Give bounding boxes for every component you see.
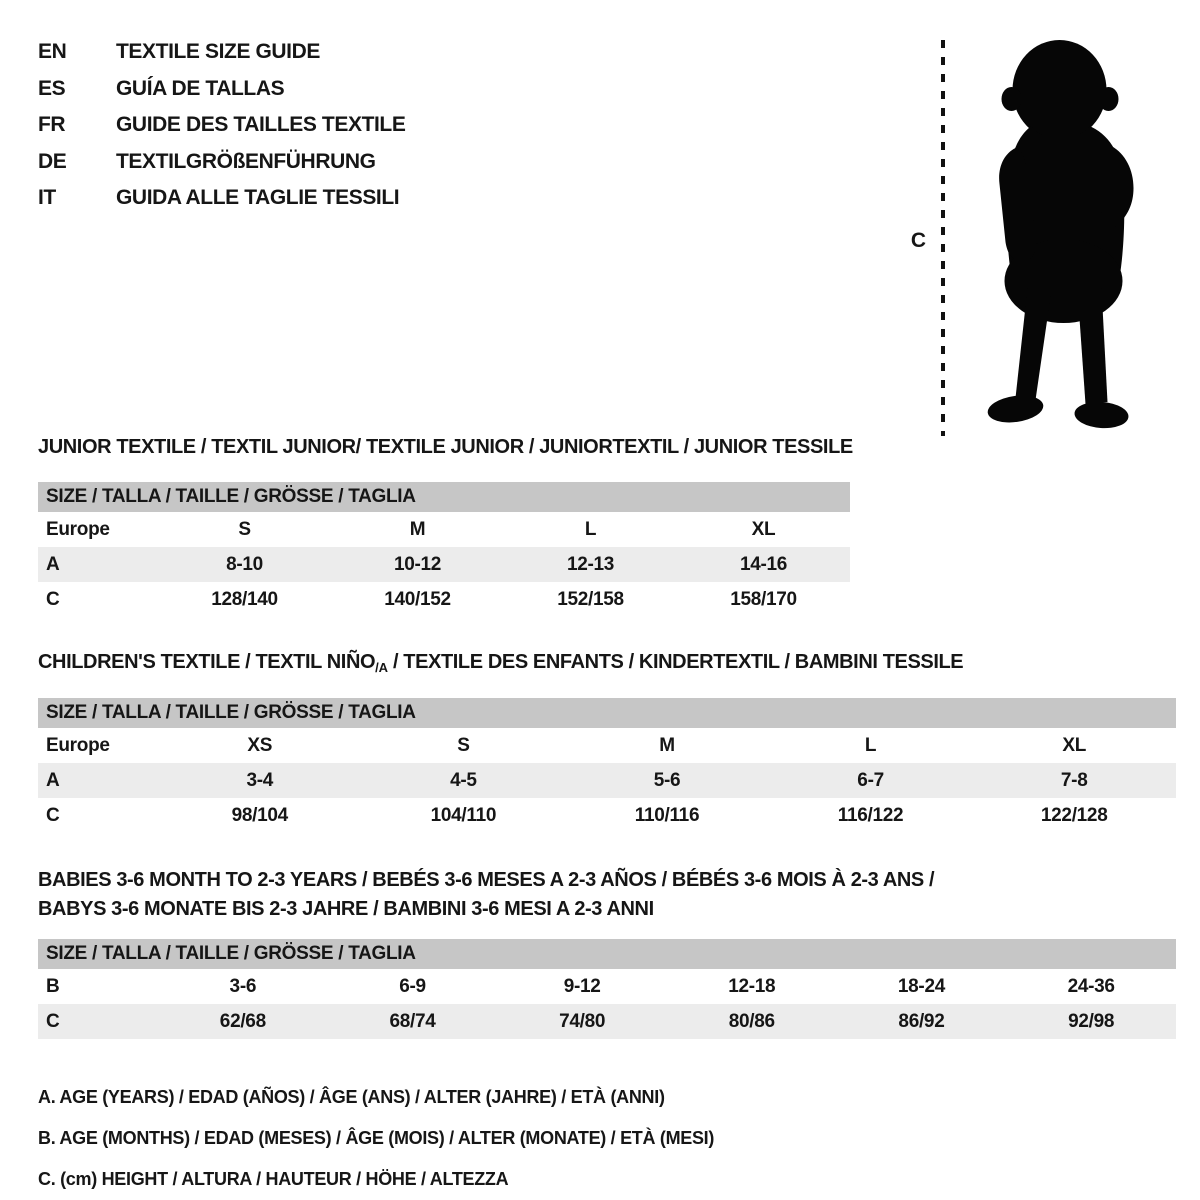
babies-size-table [38, 939, 1176, 1039]
cell: 10-12 [331, 547, 504, 582]
language-code: FR [38, 113, 66, 137]
cell: 104/110 [430, 804, 497, 826]
cell: 7-8 [972, 763, 1176, 798]
cell: S [457, 734, 470, 756]
cell: XL [1062, 734, 1087, 756]
section-title-prefix: CHILDREN'S TEXTILE / TEXTIL NIÑO [38, 651, 376, 673]
size-header-band [38, 482, 850, 512]
table-row [38, 512, 850, 547]
language-code: EN [38, 40, 67, 64]
cell: 122/128 [1040, 804, 1108, 826]
language-row [38, 107, 405, 144]
cell: L [864, 734, 877, 756]
section-junior-textile [38, 436, 1176, 617]
section-title-group [38, 866, 1176, 924]
section-babies-textile [38, 866, 1176, 1039]
row-label: C [46, 804, 60, 826]
language-row [38, 180, 405, 217]
cell: 14-16 [677, 547, 850, 582]
size-header-band [38, 939, 1176, 969]
language-list [38, 34, 405, 217]
cell: XS [247, 734, 273, 756]
cell: 6-7 [769, 763, 973, 798]
section-title-line1: BABIES 3-6 MONTH TO 2-3 YEARS / BEBÉS 3-6 MESES A 2-3 AÑOS / BÉBÉS 3-6 MOIS À 2-3 ANS / [38, 869, 935, 891]
row-label: B [46, 975, 60, 997]
section-title: JUNIOR TEXTILE / TEXTIL JUNIOR/ TEXTILE JUNIOR / JUNIORTEXTIL / JUNIOR TESSILE [38, 436, 853, 458]
footnote-b: B. AGE (MONTHS) / EDAD (MESES) / ÂGE (MOIS) / ALTER (MONATE) / ETÀ (MESI) [38, 1128, 715, 1148]
cell: 24-36 [1067, 975, 1115, 997]
section-title [38, 651, 1176, 679]
footnotes [38, 1077, 1176, 1200]
cell: 6-9 [399, 975, 426, 997]
cell: 8-10 [158, 547, 331, 582]
table-row [38, 582, 850, 617]
language-label: GUIDE DES TAILLES TEXTILE [116, 113, 406, 137]
cell: 98/104 [231, 804, 288, 826]
header [38, 26, 1176, 428]
language-label: TEXTILGRÖßENFÜHRUNG [116, 149, 376, 173]
language-row [38, 34, 405, 71]
language-label: TEXTILE SIZE GUIDE [116, 40, 320, 64]
height-dashed-line [940, 38, 946, 438]
table-row [38, 1004, 1176, 1039]
row-label: C [38, 1004, 158, 1039]
language-label: GUÍA DE TALLAS [116, 76, 285, 100]
children-size-table [38, 698, 1176, 833]
cell: 68/74 [328, 1004, 498, 1039]
row-label: Europe [46, 734, 110, 756]
cell: 116/122 [837, 804, 904, 826]
cell: 62/68 [158, 1004, 328, 1039]
table-row [38, 547, 850, 582]
row-label: A [38, 763, 158, 798]
cell: 3-4 [158, 763, 362, 798]
cell: 4-5 [362, 763, 566, 798]
cell: M [409, 518, 426, 540]
language-label: GUIDA ALLE TAGLIE TESSILI [116, 186, 400, 210]
cell: 140/152 [384, 588, 451, 610]
baby-silhouette [968, 38, 1146, 438]
row-label: Europe [46, 518, 110, 540]
language-code: DE [38, 149, 67, 173]
table-row [38, 798, 1176, 833]
section-children-textile [38, 651, 1176, 833]
cell: 9-12 [563, 975, 601, 997]
height-figure [911, 38, 1146, 438]
language-row [38, 71, 405, 108]
cell: 5-6 [565, 763, 769, 798]
footnote-c: C. (cm) HEIGHT / ALTURA / HAUTEUR / HÖHE / ALTEZZA [38, 1169, 509, 1189]
junior-size-table [38, 482, 850, 617]
language-code: ES [38, 76, 66, 100]
language-code: IT [38, 186, 56, 210]
cell: 74/80 [497, 1004, 667, 1039]
row-label: C [46, 588, 60, 610]
cell: 86/92 [837, 1004, 1007, 1039]
size-header-label: SIZE / TALLA / TAILLE / GRÖSSE / TAGLIA [38, 482, 850, 512]
cell: 18-24 [897, 975, 945, 997]
table-row [38, 728, 1176, 763]
size-header-band [38, 698, 1176, 728]
size-header-label: SIZE / TALLA / TAILLE / GRÖSSE / TAGLIA [38, 939, 1176, 969]
cell: 12-13 [504, 547, 677, 582]
section-title-subscript: /A [375, 660, 388, 675]
cell: 128/140 [211, 588, 278, 610]
cell: M [659, 734, 675, 756]
cell: 110/116 [634, 804, 700, 826]
row-label: A [38, 547, 158, 582]
table-row [38, 969, 1176, 1004]
cell: L [584, 518, 597, 540]
section-title-line2: BABYS 3-6 MONATE BIS 2-3 JAHRE / BAMBINI 3-6 MESI A 2-3 ANNI [38, 898, 654, 920]
cell: 80/86 [667, 1004, 837, 1039]
cell: 158/170 [730, 588, 797, 610]
cell: 92/98 [1006, 1004, 1176, 1039]
cell: 152/158 [557, 588, 624, 610]
height-measure-label: C [910, 229, 926, 252]
size-header-label: SIZE / TALLA / TAILLE / GRÖSSE / TAGLIA [38, 698, 1176, 728]
footnote-a: A. AGE (YEARS) / EDAD (AÑOS) / ÂGE (ANS) / ALTER (JAHRE) / ETÀ (ANNI) [38, 1087, 665, 1107]
section-title-suffix: / TEXTILE DES ENFANTS / KINDERTEXTIL / BAMBINI TESSILE [387, 651, 964, 673]
cell: S [238, 518, 251, 540]
cell: 3-6 [229, 975, 257, 997]
language-row [38, 144, 405, 181]
table-row [38, 763, 1176, 798]
cell: 12-18 [728, 975, 776, 997]
cell: XL [751, 518, 776, 540]
